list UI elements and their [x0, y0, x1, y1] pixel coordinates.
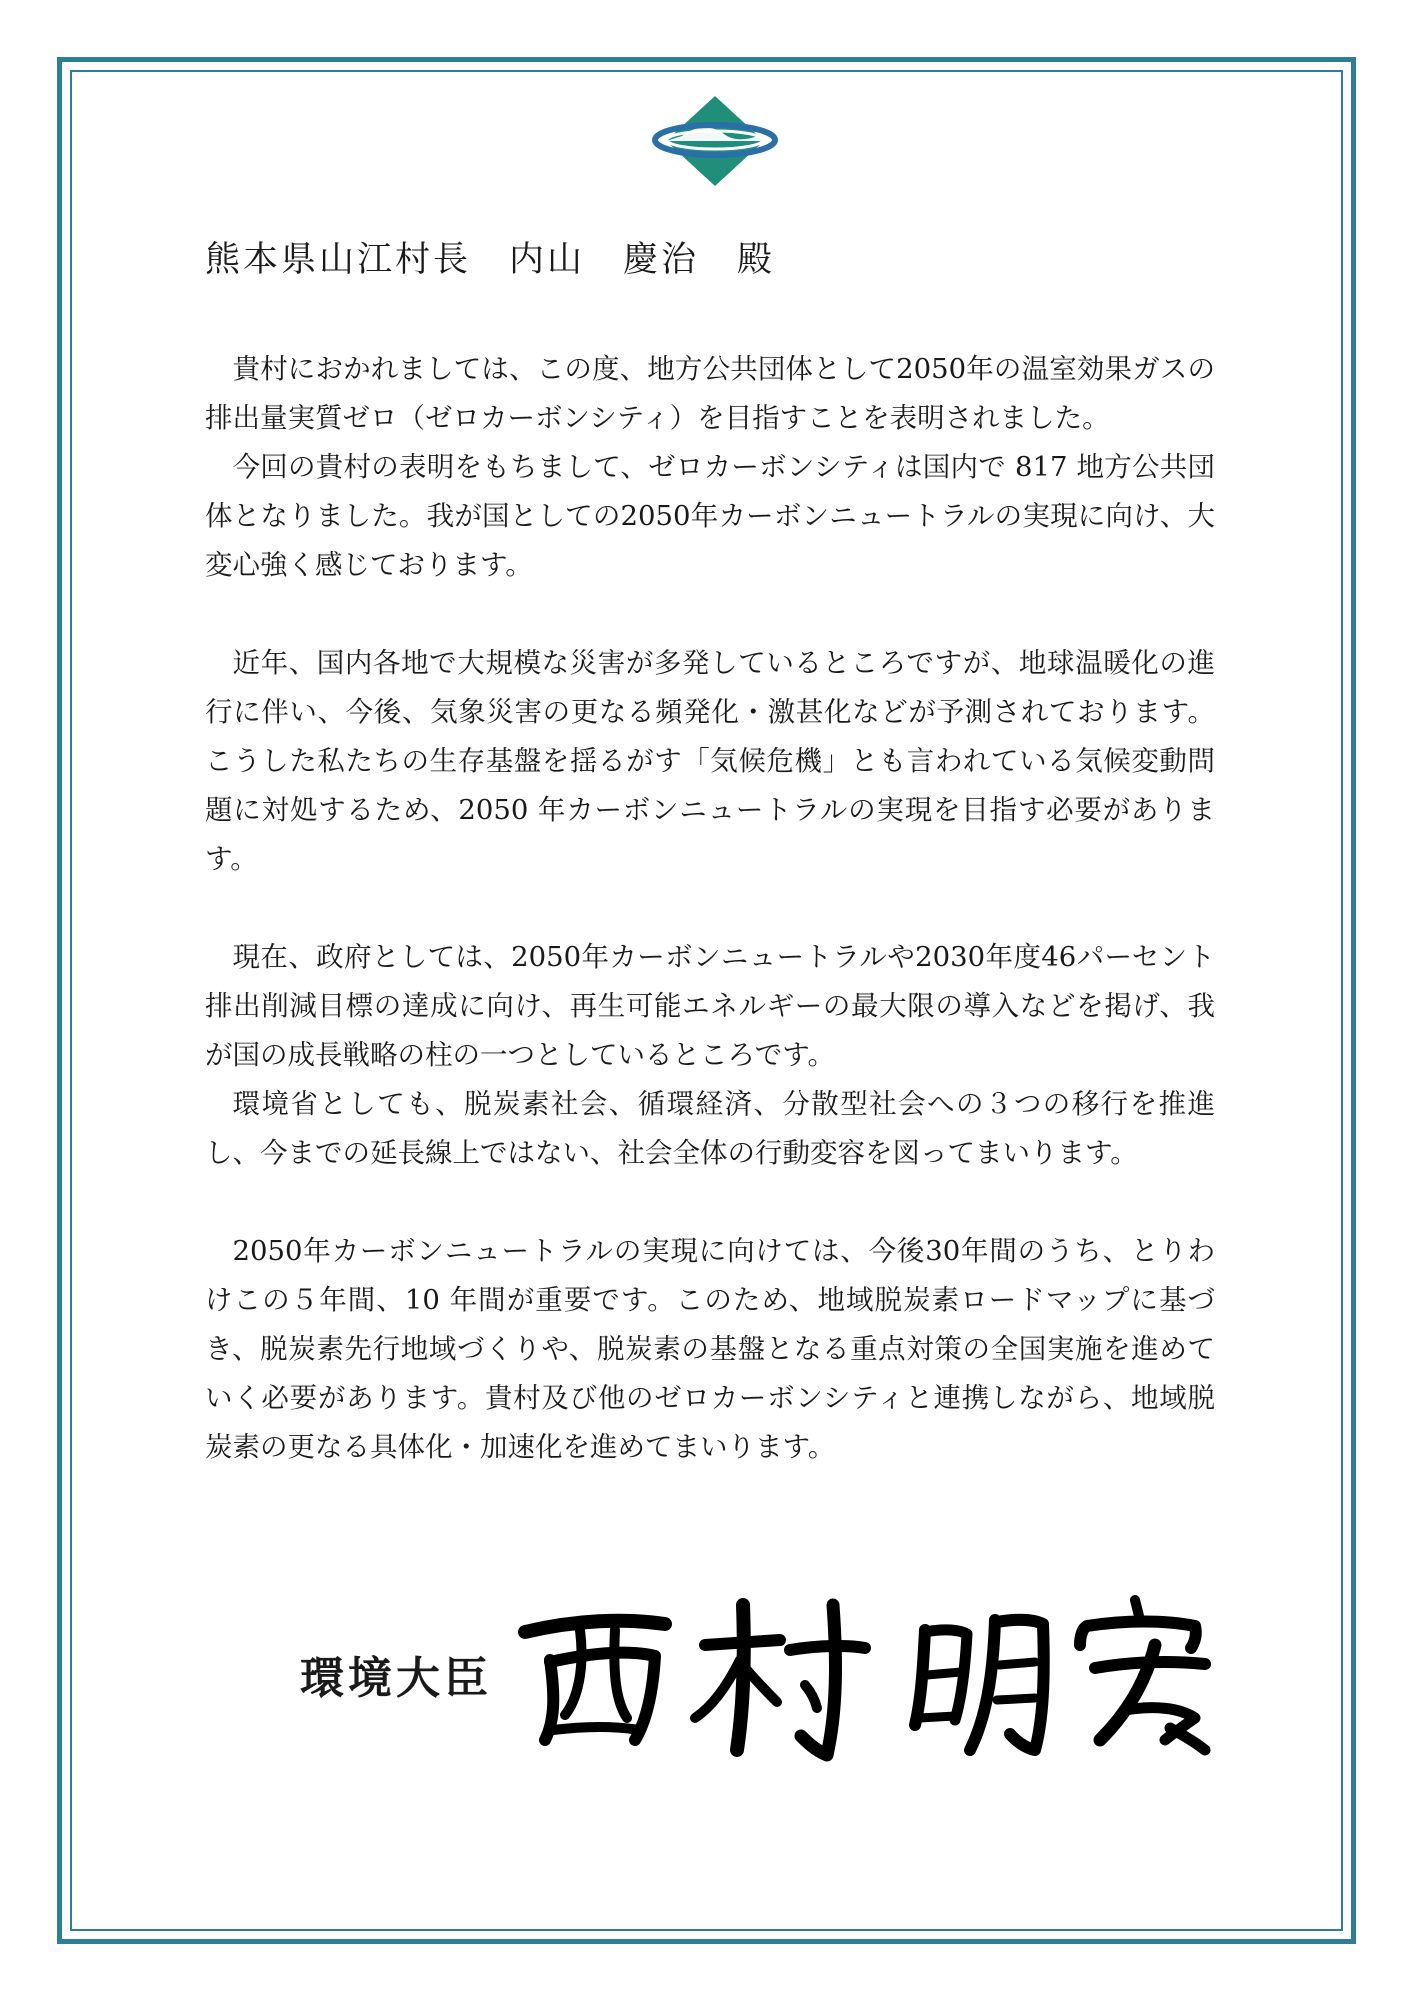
paragraph: 現在、政府としては、2050年カーボンニュートラルや2030年度46パーセント排出削減目標の達成に向け、再生可能エネルギーの最大限の導入などを掲げ、我が国の成長戦略の柱の一つとしているところです。 [205, 941, 1215, 1071]
addressee: 熊本県山江村長 内山 慶治 殿 [205, 240, 776, 280]
ministry-logo-icon [652, 96, 778, 186]
signature-name: 西村明宏 [515, 1575, 580, 1594]
paragraph: 貴村におかれましては、この度、地方公共団体として2050年の温室効果ガスの排出量実質ゼロ（ゼロカーボンシティ）を目指すことを表明されました。 [205, 353, 1215, 434]
paragraph: 近年、国内各地で大規模な災害が多発しているところですが、地球温暖化の進行に伴い、今後、気象災害の更なる頻発化・激甚化などが予測されております。こうした私たちの生存基盤を揺るがす「気候危機」とも言われている気候変動問題に対処するため、2050 年カーボンニュートラルの実現を目指す必要があります。 [205, 647, 1215, 875]
handwritten-signature [515, 1575, 1220, 1760]
paragraph: 環境省としても、脱炭素社会、循環経済、分散型社会への３つの移行を推進し、今までの延長線上ではない、社会全体の行動変容を図ってまいります。 [205, 1088, 1215, 1169]
signature-block [300, 1575, 1220, 1760]
letter-body [205, 345, 1215, 1472]
signer-title: 環境大臣 [300, 1653, 492, 1704]
paragraph: 2050年カーボンニュートラルの実現に向けては、今後30年間のうち、とりわけこの５年間、10 年間が重要です。このため、地域脱炭素ロードマップに基づき、脱炭素先行地域づくりや、脱炭素の基盤となる重点対策の全国実施を進めていく必要があります。貴村及び他のゼロカーボンシティと連携しながら、地域脱炭素の更なる具体化・加速化を進めてまいります。 [205, 1235, 1215, 1463]
paragraph: 今回の貴村の表明をもちまして、ゼロカーボンシティは国内で 817 地方公共団体となりました。我が国としての2050年カーボンニュートラルの実現に向け、大変心強く感じております。 [205, 451, 1215, 581]
